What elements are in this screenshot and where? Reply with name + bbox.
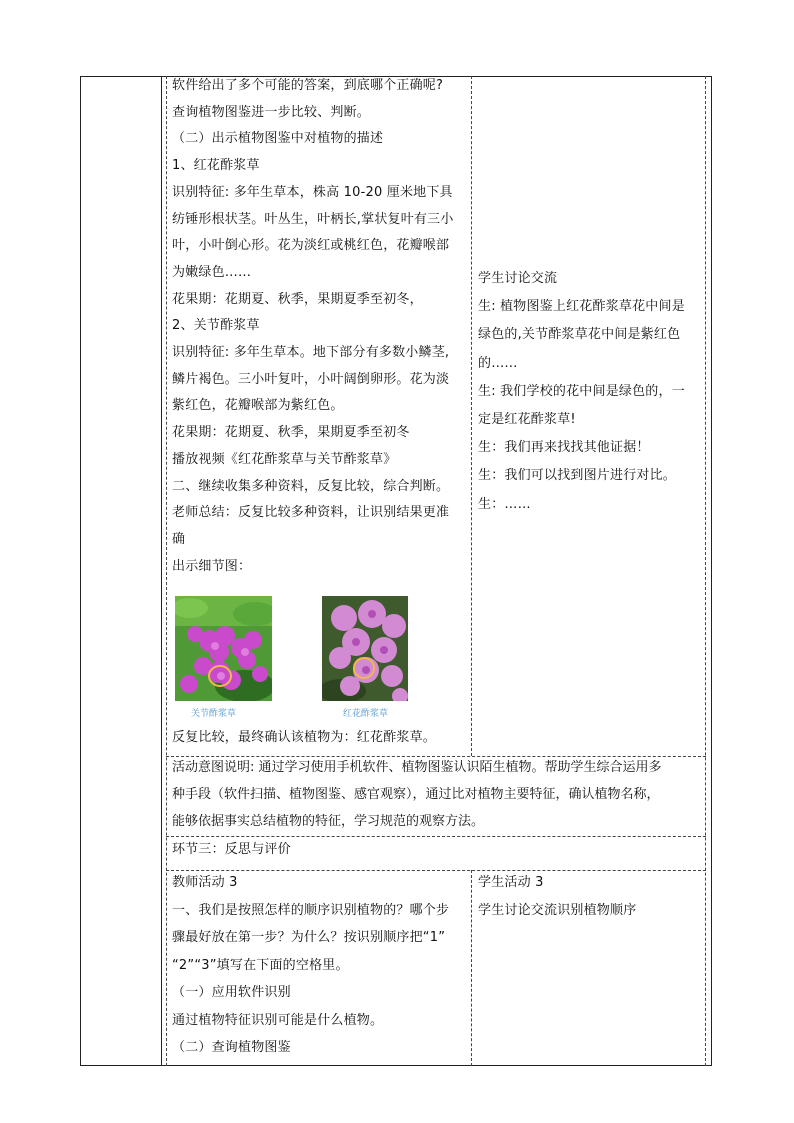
text-line: 二、继续收集多种资料，反复比较，综合判断。 xyxy=(172,478,450,494)
student-text-line: 学生讨论交流 xyxy=(478,271,558,286)
text-line: 确 xyxy=(172,531,186,547)
student-text-line: 生: 植物图鉴上红花酢浆草花中间是 xyxy=(478,299,685,315)
student-text-line: 学生讨论交流识别植物顺序 xyxy=(478,902,637,918)
student-text-line: 学生活动 3 xyxy=(478,875,544,890)
student-text-line: 生：我们再来找找其他证据！ xyxy=(478,440,650,456)
student-text-line: 定是红花酢浆草! xyxy=(478,412,576,427)
column-divider-mid-bottom xyxy=(471,870,472,1066)
teacher-text-line: 通过植物特征识别可能是什么植物。 xyxy=(172,1012,384,1028)
text-line: 为嫩绿色…… xyxy=(172,264,252,280)
section3-title: 环节三：反思与评价 xyxy=(172,842,291,857)
column-divider-left-dashed xyxy=(166,76,167,1066)
column-divider-mid-top xyxy=(471,76,472,756)
intent-text-line: 能够依据事实总结植物的特征，学习规范的观察方法。 xyxy=(172,814,485,829)
teacher-text-line: “2”“3”填写在下面的空格里。 xyxy=(172,957,349,973)
teacher-text-line: 骤最好放在第一步？为什么？按识别顺序把“1” xyxy=(172,930,446,945)
pink-flower-photo-icon xyxy=(322,596,408,701)
student-text-line: 生: 我们学校的花中间是绿色的，一 xyxy=(478,383,685,399)
student-text-line: 的…… xyxy=(478,355,518,371)
student-text-line: 绿色的,关节酢浆草花中间是紫红色 xyxy=(478,327,681,343)
text-line: 鳞片褐色。三小叶复叶，小叶阔倒卵形。花为淡 xyxy=(172,371,450,387)
image-caption-2: 红花酢浆草 xyxy=(343,709,389,719)
flower-photo-1 xyxy=(175,596,272,701)
pink-flower-photo-icon xyxy=(175,596,272,701)
row-divider-3 xyxy=(166,870,706,871)
text-line: 查询植物图鉴进一步比较、判断。 xyxy=(172,104,371,120)
image-caption-1: 关节酢浆草 xyxy=(191,709,237,719)
text-line: 花果期：花期夏、秋季，果期夏季至初冬， xyxy=(172,291,423,307)
text-line: 花果期：花期夏、秋季，果期夏季至初冬 xyxy=(172,425,410,441)
text-line: 1、红花酢浆草 xyxy=(172,158,260,174)
text-line: 识别特征: 多年生草本，株高 10-20 厘米地下具 xyxy=(172,184,453,200)
text-line: 播放视频《红花酢浆草与关节酢浆草》 xyxy=(172,451,397,467)
intent-text-line: 种手段（软件扫描、植物图鉴、感官观察），通过比对植物主要特征，确认植物名称， xyxy=(172,787,660,802)
text-line: 出示细节图： xyxy=(172,558,252,574)
text-line: 老师总结：反复比较多种资料，让识别结果更准 xyxy=(172,505,450,521)
student-text-line: 生：我们可以找到图片进行对比。 xyxy=(478,468,677,484)
teacher-text-line: （一）应用软件识别 xyxy=(172,985,291,1000)
text-line: 识别特征: 多年生草本。地下部分有多数小鳞茎, xyxy=(172,345,450,360)
student-text-line: 生：…… xyxy=(478,496,531,512)
text-line: 紫红色，花瓣喉部为紫红色。 xyxy=(172,398,344,414)
teacher-text-line: 一、我们是按照怎样的顺序识别植物的？哪个步 xyxy=(172,902,450,918)
teacher-text-line: 教师活动 3 xyxy=(172,875,238,890)
text-line: 2、关节酢浆草 xyxy=(172,318,260,334)
text-line: 纺锤形根状茎。叶丛生，叶柄长,掌状复叶有三小 xyxy=(172,211,454,227)
column-divider-right xyxy=(705,76,706,1066)
text-line: （二）出示植物图鉴中对植物的描述 xyxy=(172,131,384,147)
text-line: 叶，小叶倒心形。花为淡红或桃红色，花瓣喉部 xyxy=(172,238,450,254)
text-line: 软件给出了多个可能的答案，到底哪个正确呢? xyxy=(172,78,444,93)
flower-photo-2 xyxy=(322,596,408,701)
intent-text-line: 活动意图说明: 通过学习使用手机软件、植物图鉴认识陌生植物。帮助学生综合运用多 xyxy=(172,760,662,775)
conclusion-text: 反复比较，最终确认该植物为：红花酢浆草。 xyxy=(172,730,437,745)
teacher-text-line: （二）查询植物图鉴 xyxy=(172,1040,291,1055)
column-divider-left xyxy=(161,76,162,1066)
